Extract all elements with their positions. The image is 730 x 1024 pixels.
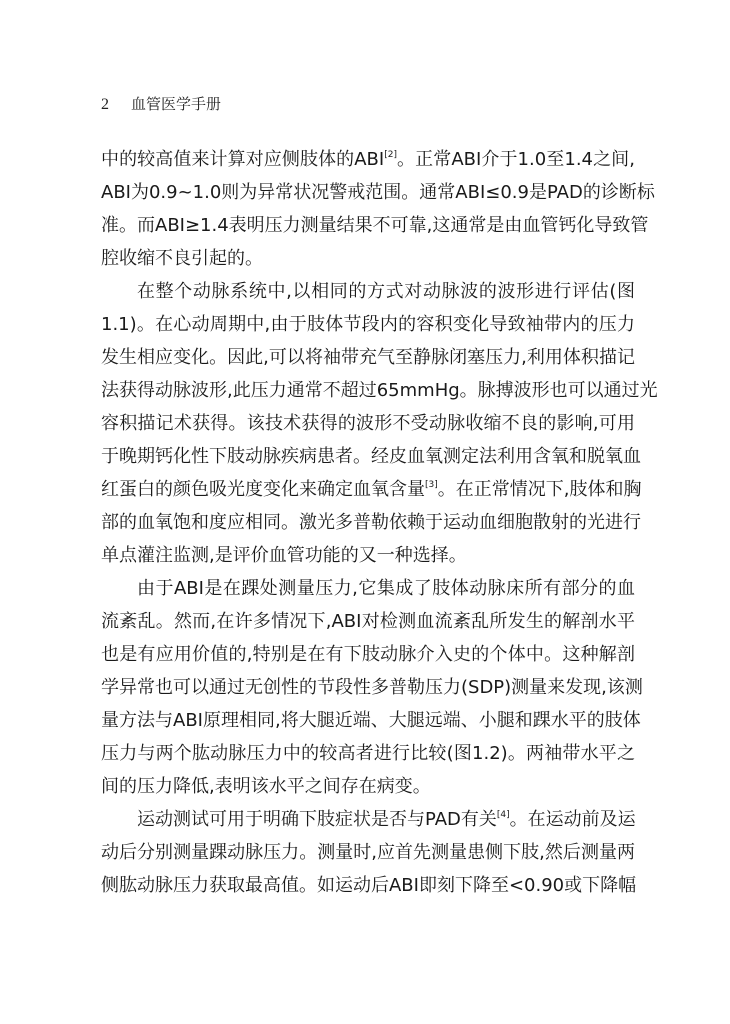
text-line bbox=[101, 209, 649, 242]
page-number: 2 bbox=[101, 96, 109, 113]
text-line bbox=[101, 176, 655, 209]
line-text: 发生相应变化。因此,可以将袖带充气至静脉闭塞压力,利用体积描记 bbox=[101, 347, 635, 368]
paragraph bbox=[101, 275, 658, 572]
line-text: 也是有应用价值的,特别是在有下肢动脉介入史的个体中。这种解剖 bbox=[101, 644, 635, 665]
text-line bbox=[101, 341, 635, 374]
line-text: 红蛋白的颜色吸光度变化来确定血氧含量 bbox=[101, 479, 425, 500]
text-line bbox=[101, 275, 635, 308]
text-line bbox=[101, 143, 635, 176]
line-text: 于晚期钙化性下肢动脉疾病患者。经皮血氧测定法利用含氧和脱氧血 bbox=[101, 446, 641, 467]
paragraph bbox=[101, 143, 655, 275]
line-text: 腔收缩不良引起的。 bbox=[101, 248, 263, 269]
line-text: 运动测试可用于明确下肢症状是否与PAD有关 bbox=[137, 809, 497, 830]
line-text: 准。而ABI≥1.4表明压力测量结果不可靠,这通常是由血管钙化导致管 bbox=[101, 215, 649, 236]
line-text: 学异常也可以通过无创性的节段性多普勒压力(SDP)测量来发现,该测 bbox=[101, 677, 643, 698]
line-text: 侧肱动脉压力获取最高值。如运动后ABI即刻下降至<0.90或下降幅 bbox=[101, 875, 637, 896]
text-line bbox=[101, 803, 635, 836]
citation-superscript: [4] bbox=[496, 810, 510, 820]
paragraph bbox=[101, 572, 643, 803]
line-text: 单点灌注监测,是评价血管功能的又一种选择。 bbox=[101, 545, 467, 566]
line-text: 容积描记术获得。该技术获得的波形不受动脉收缩不良的影响,可用 bbox=[101, 413, 635, 434]
line-text: 流紊乱。然而,在许多情况下,ABI对检测血流紊乱所发生的解剖水平 bbox=[101, 611, 635, 632]
line-text: 由于ABI是在踝处测量压力,它集成了肢体动脉床所有部分的血 bbox=[137, 578, 635, 599]
text-line bbox=[101, 704, 641, 737]
line-text: 量方法与ABI原理相同,将大腿近端、大腿远端、小腿和踝水平的肢体 bbox=[101, 710, 641, 731]
citation-superscript: [2] bbox=[384, 150, 397, 160]
citation-superscript: [3] bbox=[425, 480, 438, 490]
text-line bbox=[101, 605, 635, 638]
line-text: 1.1)。在心动周期中,由于肢体节段内的容积变化导致袖带内的压力 bbox=[101, 314, 635, 335]
running-header bbox=[101, 94, 221, 115]
text-line bbox=[101, 539, 635, 572]
text-line bbox=[101, 308, 635, 341]
paragraph bbox=[101, 803, 635, 902]
line-text: ABI为0.9~1.0则为异常状况警戒范围。通常ABI≤0.9是PAD的诊断标 bbox=[101, 182, 655, 203]
text-line bbox=[101, 869, 635, 902]
line-text: 动后分别测量踝动脉压力。测量时,应首先测量患侧下肢,然后测量两 bbox=[101, 842, 635, 863]
book-title: 血管医学手册 bbox=[131, 95, 222, 113]
line-text: 压力与两个肱动脉压力中的较高者进行比较(图1.2)。两袖带水平之 bbox=[101, 743, 635, 764]
text-line bbox=[101, 506, 641, 539]
text-line bbox=[101, 671, 643, 704]
line-text: 部的血氧饱和度应相同。激光多普勒依赖于运动血细胞散射的光进行 bbox=[101, 512, 641, 533]
body-text bbox=[101, 143, 658, 902]
text-line bbox=[101, 737, 635, 770]
text-line bbox=[101, 242, 635, 275]
line-text-tail: 。在正常情况下,肢体和胸 bbox=[437, 479, 642, 500]
text-line bbox=[101, 770, 635, 803]
line-text: 中的较高值来计算对应侧肢体的ABI bbox=[101, 149, 385, 170]
text-line bbox=[101, 473, 642, 506]
text-line bbox=[101, 440, 641, 473]
text-line bbox=[101, 836, 635, 869]
line-text: 间的压力降低,表明该水平之间存在病变。 bbox=[101, 776, 431, 797]
text-line bbox=[101, 572, 635, 605]
line-text: 在整个动脉系统中,以相同的方式对动脉波的波形进行评估(图 bbox=[137, 281, 635, 302]
text-line bbox=[101, 374, 658, 407]
line-text-tail: 。正常ABI介于1.0至1.4之间, bbox=[396, 149, 635, 170]
text-line bbox=[101, 638, 635, 671]
line-text: 法获得动脉波形,此压力通常不超过65mmHg。脉搏波形也可以通过光 bbox=[101, 380, 658, 401]
line-text-tail: 。在运动前及运 bbox=[509, 809, 636, 830]
text-line bbox=[101, 407, 635, 440]
